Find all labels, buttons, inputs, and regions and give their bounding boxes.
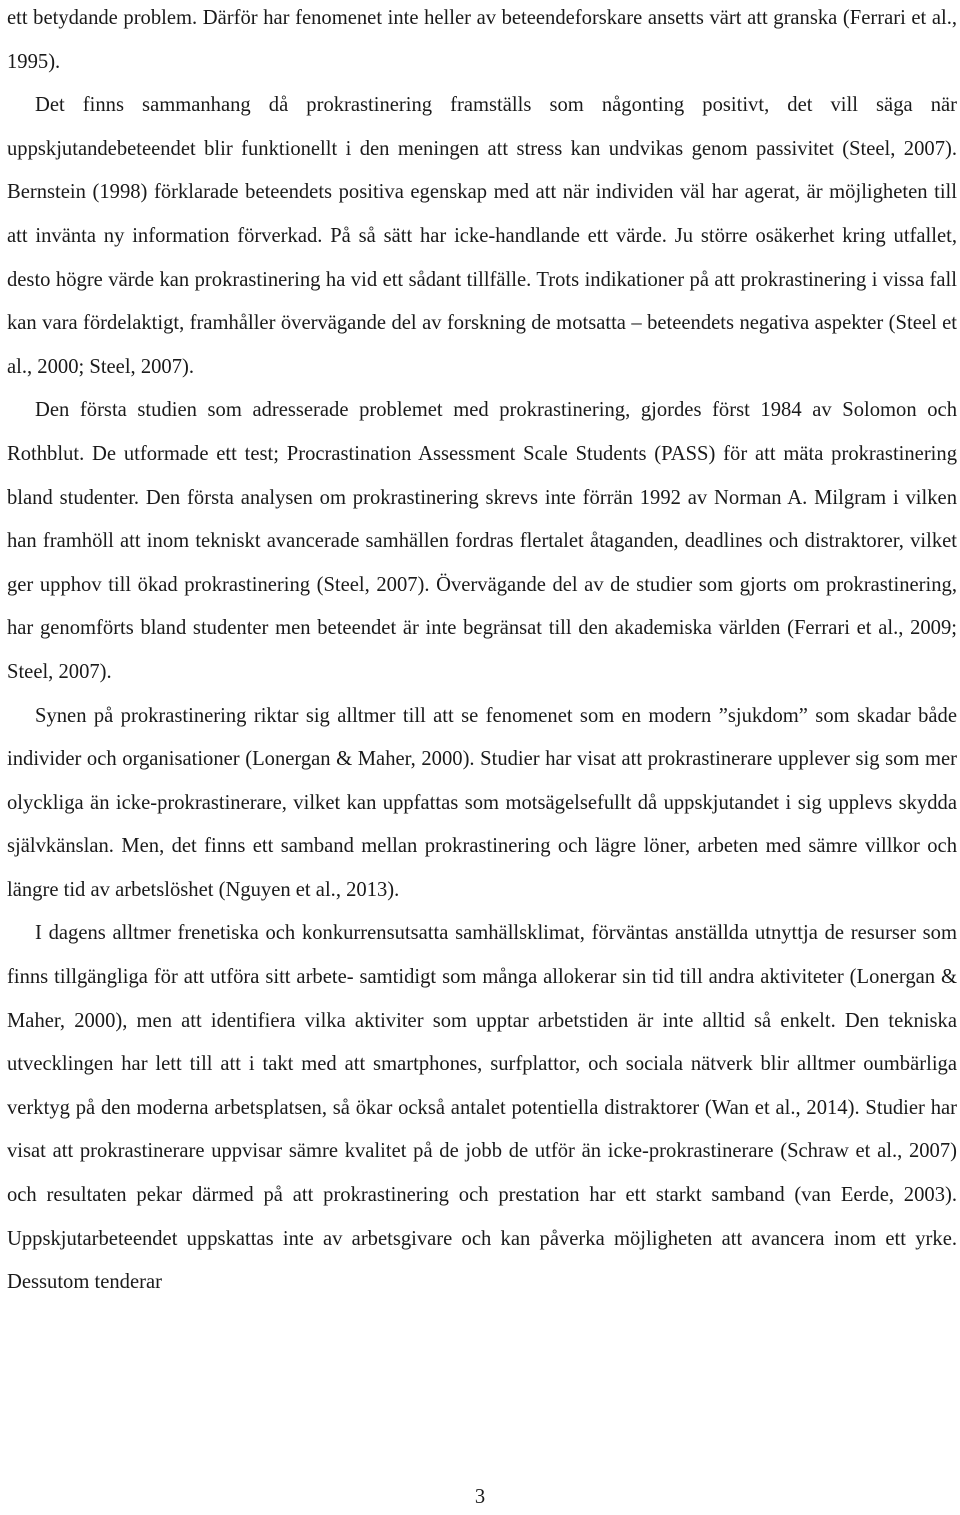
- page-number: 3: [474, 1486, 486, 1508]
- paragraph-5: I dagens alltmer frenetiska och konkurrensutsatta samhällsklimat, förväntas anställda utnyttja de resurser som finns tillgängliga för att utföra sitt arbete- samtidigt som många allokerar sin tid till andra aktiviteter (Lonergan & Maher, 2000), men att identifiera vilka aktiviter som upptar arbetstiden är inte alltid så enkelt. Den tekniska utvecklingen har lett till att i takt med att smartphones, surfplattor, och sociala nätverk blir alltmer oumbärliga verktyg på den moderna arbetsplatsen, så ökar också antalet potentiella distraktorer (Wan et al., 2014). Studier har visat att prokrastinerare uppvisar sämre kvalitet på de jobb de utför än icke-prokrastinerare (Schraw et al., 2007) och resultaten pekar därmed på att prokrastinering och prestation har ett starkt samband (van Eerde, 2003). Uppskjutarbeteendet uppskattas inte av arbetsgivare och kan påverka möjligheten att avancera inom ett yrke. Dessutom tenderar: [7, 922, 957, 1294]
- paragraph-3: Den första studien som adresserade problemet med prokrastinering, gjordes först 1984 av Solomon och Rothblut. De utformade ett test; Procrastination Assessment Scale Students (PASS) för att mäta prokrastinering bland studenter. Den första analysen om prokrastinering skrevs inte förrän 1992 av Norman A. Milgram i vilken han framhöll att inom tekniskt avancerade samhällen fordras flertalet åtaganden, deadlines och distraktorer, vilket ger upphov till ökad prokrastinering (Steel, 2007). Övervägande del av de studier som gjorts om prokrastinering, har genomförts bland studenter men beteendet är inte begränsat till den akademiska världen (Ferrari et al., 2009; Steel, 2007).: [7, 399, 957, 683]
- paragraph-4: Synen på prokrastinering riktar sig alltmer till att se fenomenet som en modern ”sjukdom” som skadar både individer och organisationer (Lonergan & Maher, 2000). Studier har visat att prokrastinerare upplever sig som mer olyckliga än icke-prokrastinerare, vilket kan uppfattas som motsägelsefullt då uppskjutandet i sig upplevs skydda självkänslan. Men, det finns ett samband mellan prokrastinering och lägre löner, arbeten med sämre villkor och längre tid av arbetslöshet (Nguyen et al., 2013).: [7, 704, 957, 901]
- paragraph-1: ett betydande problem. Därför har fenomenet inte heller av beteendeforskare ansetts värt att granska (Ferrari et al., 1995).: [7, 7, 957, 73]
- body-text: [7, 0, 957, 1305]
- paragraph-2: Det finns sammanhang då prokrastinering framställs som någonting positivt, det vill säga när uppskjutandebeteendet blir funktionellt i den meningen att stress kan undvikas genom passivitet (Steel, 2007). Bernstein (1998) förklarade beteendets positiva egenskap med att när individen väl har agerat, är möjligheten till att invänta ny information förverkad. På så sätt har icke-handlande ett värde. Ju större osäkerhet kring utfallet, desto högre värde kan prokrastinering ha vid ett sådant tillfälle. Trots indikationer på att prokrastinering i vissa fall kan vara fördelaktigt, framhåller övervägande del av forskning de motsatta – beteendets negativa aspekter (Steel et al., 2000; Steel, 2007).: [7, 94, 957, 378]
